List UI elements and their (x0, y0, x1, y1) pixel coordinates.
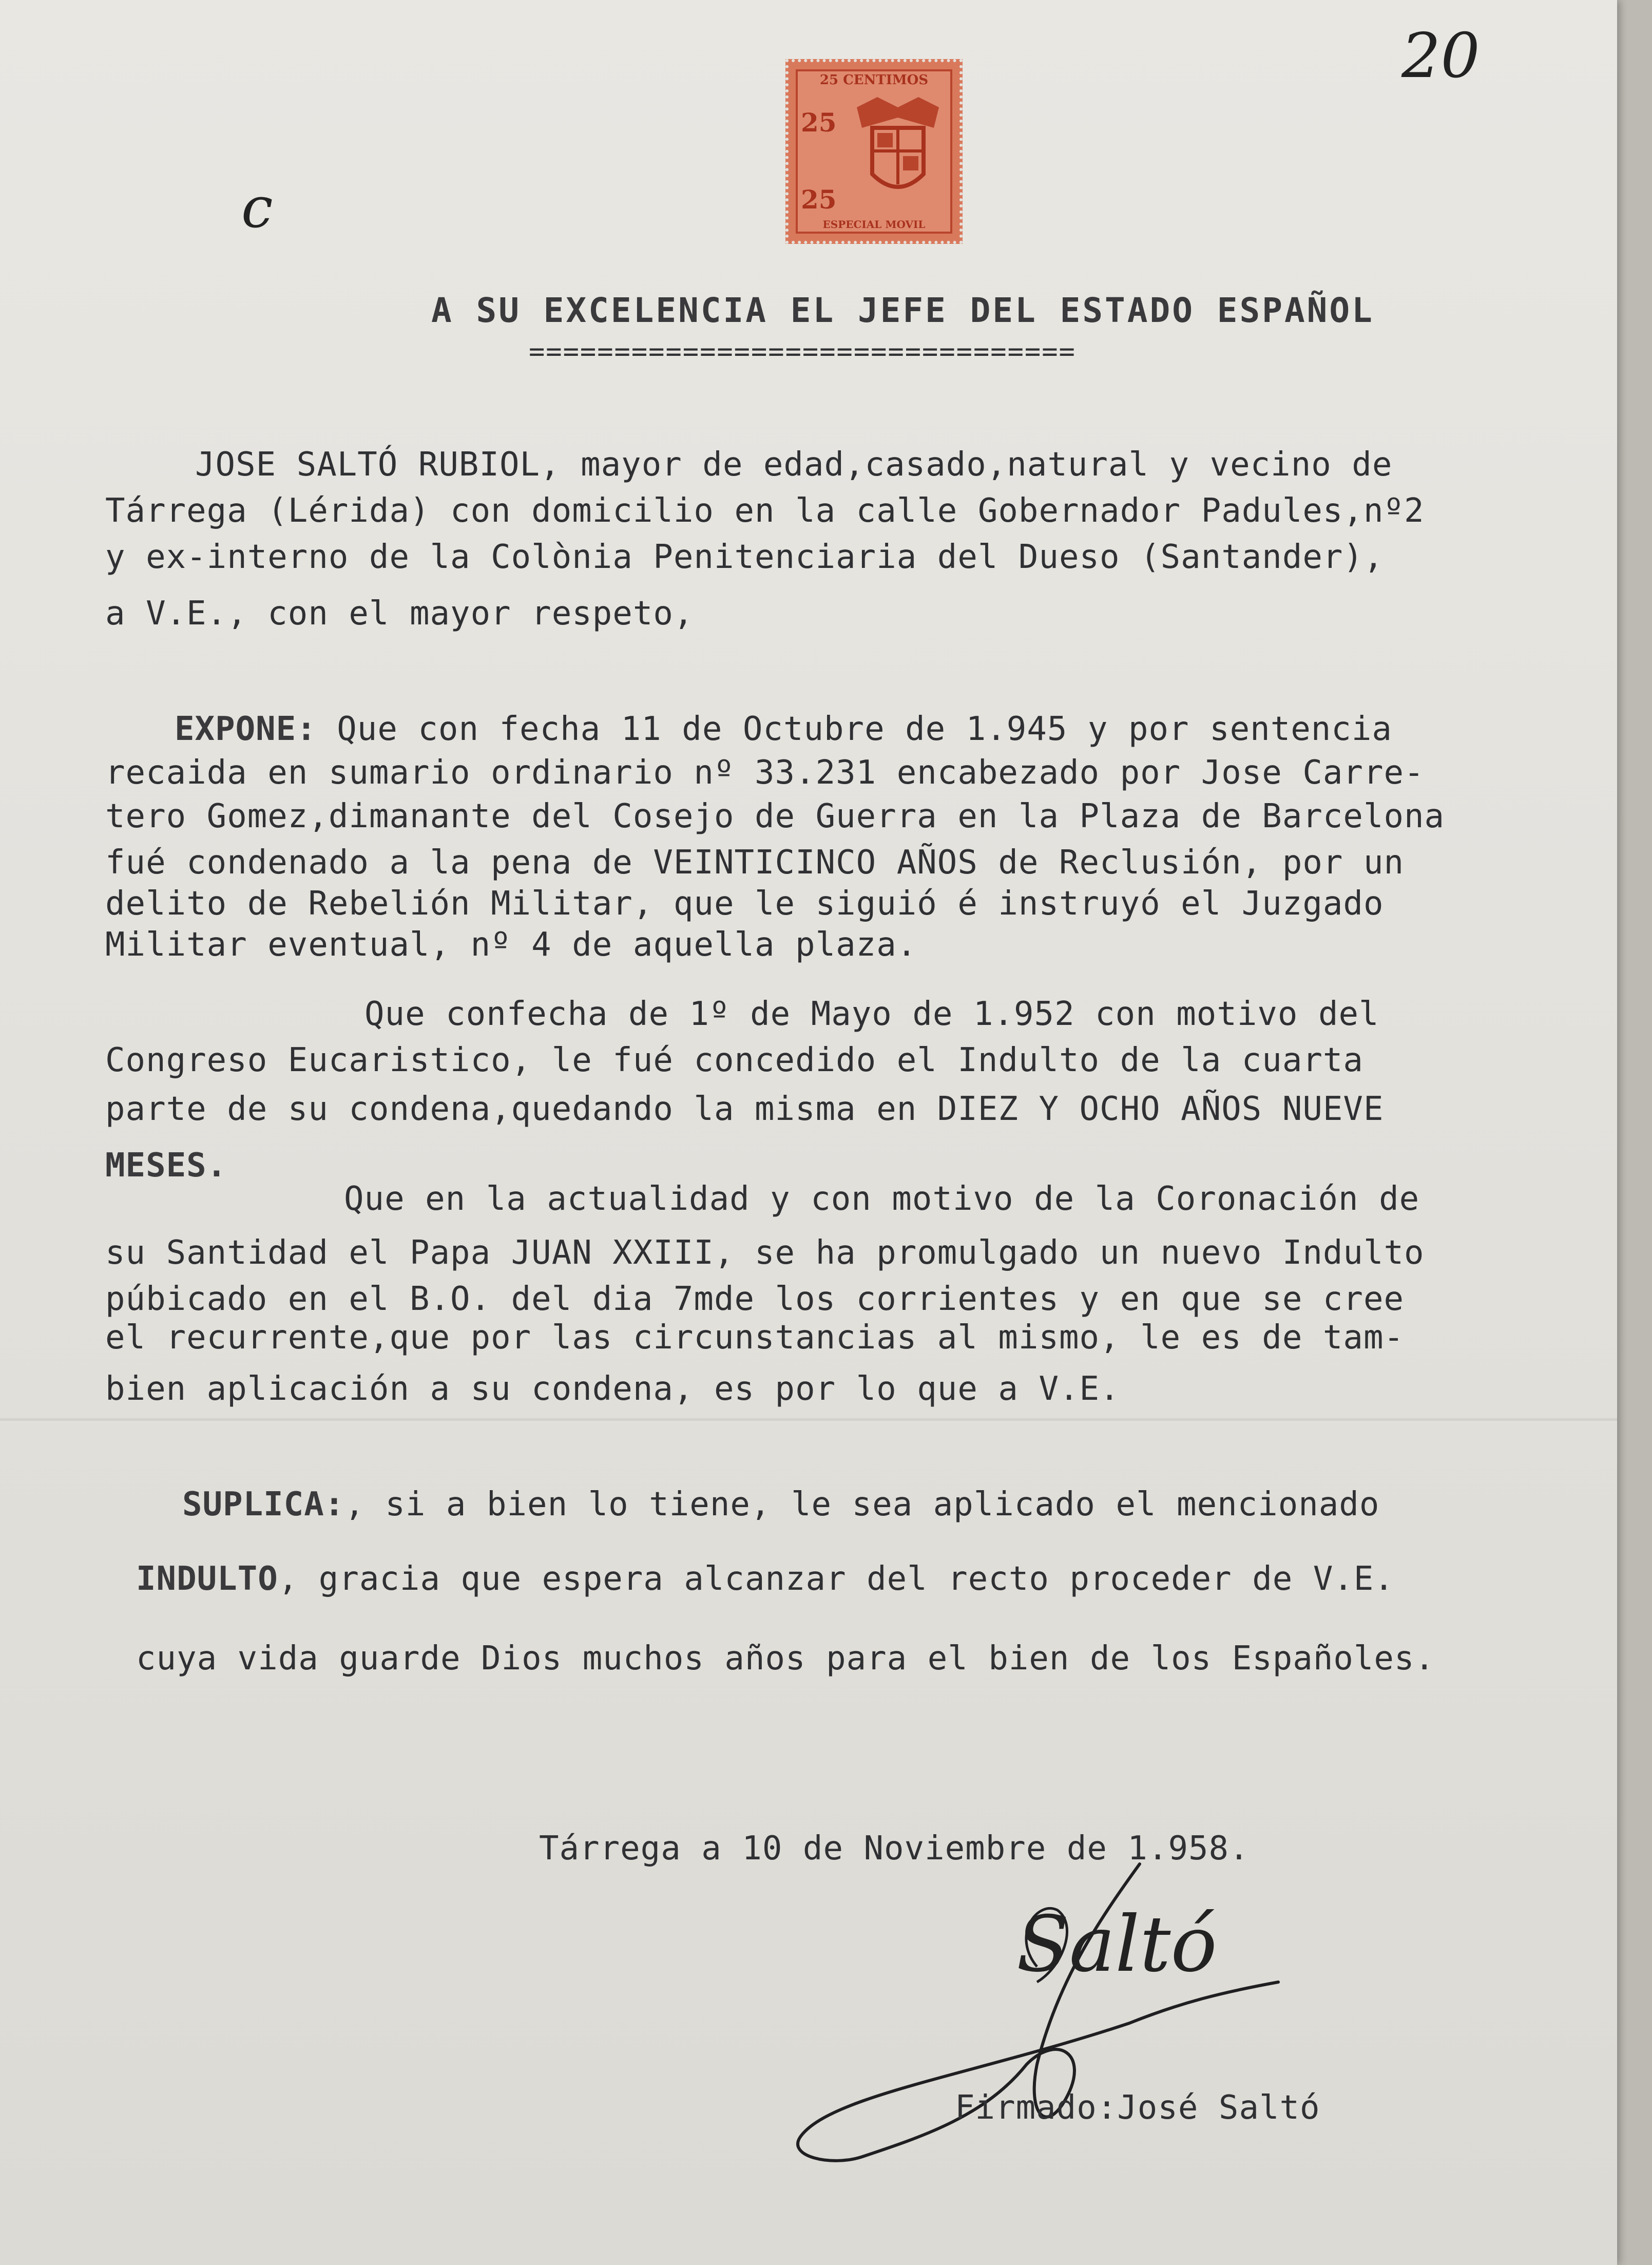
margin-letter: c (241, 175, 273, 240)
page-number: 20 (1401, 21, 1480, 92)
stamp-bottom-text: ESPECIAL MOVIL (822, 218, 926, 231)
expone-line-3: tero Gomez,dimanante del Cosejo de Guerra en la Plaza de Barcelona (105, 797, 1445, 835)
intro-line-2: Tárrega (Lérida) con domicilio en la calle Gobernador Padules,nº2 (105, 492, 1425, 530)
suplica-line-2 (136, 1556, 1394, 1602)
intro-line-3: y ex-interno de la Colònia Penitenciaria del Dueso (Santander), (105, 538, 1384, 576)
suplica-label: SUPLICA: (182, 1486, 345, 1524)
revenue-stamp (785, 59, 963, 244)
suplica-line-1-text: , si a bien lo tiene, le sea aplicado el mencionado (344, 1486, 1380, 1524)
stamp-value-left-bottom: 25 (801, 184, 837, 215)
coat-of-arms-icon (847, 92, 949, 210)
title-underline: ================================ (529, 336, 1076, 367)
para3-line-1: Que en la actualidad y con motivo de la Coronación de (344, 1180, 1420, 1218)
paper-fold (0, 1417, 1617, 1422)
suplica-line-2-text: , gracia que espera alcanzar del recto proceder de V.E. (278, 1560, 1394, 1598)
indulto-label: INDULTO (136, 1560, 278, 1598)
page-title: A SU EXCELENCIA EL JEFE DEL ESTADO ESPAÑOL (431, 291, 1374, 330)
para3-line-3: púbicado en el B.O. del dia 7mde los corrientes y en que se cree (105, 1280, 1404, 1318)
handwritten-signature: Saltó (1016, 1900, 1217, 1989)
para3-line-5: bien aplicación a su condena, es por lo que a V.E. (105, 1370, 1120, 1408)
intro-line-4: a V.E., con el mayor respeto, (105, 595, 694, 633)
expone-line-4: fué condenado a la pena de VEINTICINCO AÑOS de Reclusión, por un (105, 844, 1404, 882)
stamp-top-text: 25 CENTIMOS (819, 72, 929, 88)
expone-line-6: Militar eventual, nº 4 de aquella plaza. (105, 926, 917, 964)
expone-label: EXPONE: (175, 710, 317, 748)
suplica-line-1 (182, 1481, 1379, 1528)
typed-signature: Firmado:José Saltó (955, 2089, 1320, 2127)
expone-line-5: delito de Rebelión Militar, que le siguió é instruyó el Juzgado (105, 885, 1384, 923)
para2-line-1: Que confecha de 1º de Mayo de 1.952 con motivo del (364, 995, 1379, 1033)
expone-line-1 (175, 706, 1392, 752)
para2-line-2: Congreso Eucaristico, le fué concedido el Indulto de la cuarta (105, 1041, 1363, 1079)
para3-line-2: su Santidad el Papa JUAN XXIII, se ha promulgado un nuevo Indulto (105, 1234, 1425, 1272)
para3-line-4: el recurrente,que por las circunstancias al mismo, le es de tam- (105, 1319, 1404, 1357)
para2-line-3: parte de su condena,quedando la misma en DIEZ Y OCHO AÑOS NUEVE (105, 1090, 1384, 1128)
expone-line-1-text: Que con fecha 11 de Octubre de 1.945 y por sentencia (316, 710, 1392, 748)
para2-line-4: MESES. (105, 1147, 227, 1185)
suplica-line-3: cuya vida guarde Dios muchos años para el bien de los Españoles. (136, 1640, 1435, 1678)
date-line: Tárrega a 10 de Noviembre de 1.958. (539, 1830, 1250, 1868)
intro-line-1: JOSE SALTÓ RUBIOL, mayor de edad,casado,natural y vecino de (195, 446, 1393, 484)
stamp-value-left: 25 (801, 107, 837, 138)
expone-line-2: recaida en sumario ordinario nº 33.231 encabezado por Jose Carre- (105, 754, 1425, 792)
